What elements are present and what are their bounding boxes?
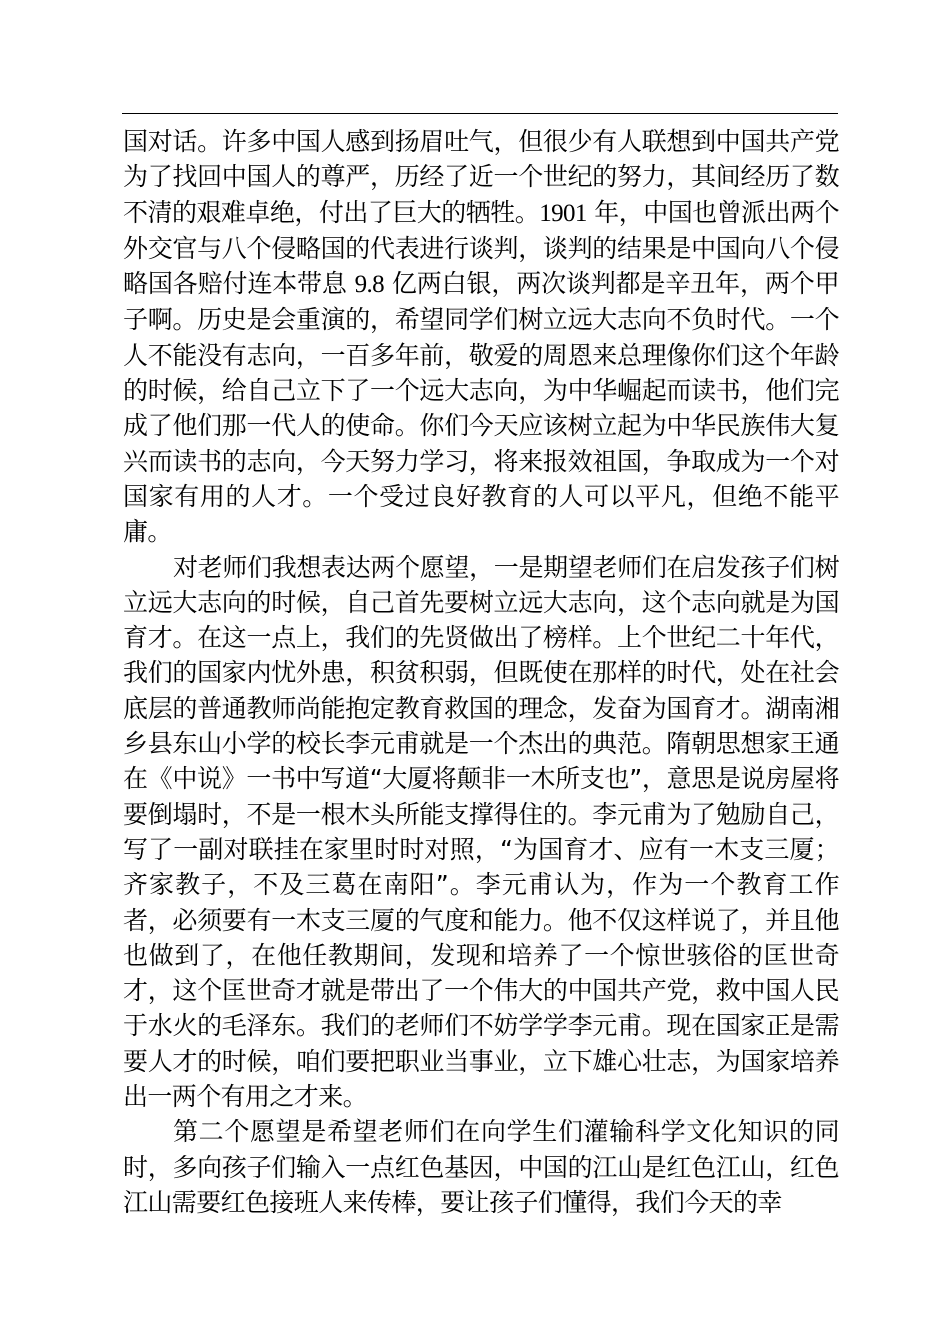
paragraph-2: 对老师们我想表达两个愿望，一是期望老师们在启发孩子们树立远大志向的时候，自己首先要树立远大志向，这个志向就是为国育才。在这一点上，我们的先贤做出了榜样。上个世纪二十年代，我们的国家内忧外患，积贫积弱，但既使在那样的时代，处在社会底层的普通教师尚能抱定教育救国的理念，发奋为国育才。湖南湘乡县东山小学的校长李元甫就是一个杰出的典范。隋朝思想家王通在《中说》一书中写道“大厦将颠非一木所支也”，意思是说房屋将要倒塌时，不是一根木头所能支撑得住的。李元甫为了勉励自己，写了一副对联挂在家里时时对照，“为国育才、应有一木支三厦；齐家教子，不及三葛在南阳”。李元甫认为，作为一个教育工作者，必须要有一木支三厦的气度和能力。他不仅这样说了，并且他也做到了，在他任教期间，发现和培养了一个惊世骇俗的匡世奇才，这个匡世奇才就是带出了一个伟大的中国共产党，救中国人民于水火的毛泽东。我们的老师们不妨学学李元甫。现在国家正是需要人才的时候，咱们要把职业当事业，立下雄心壮志，为国家培养出一两个有用之才来。 — [123, 552, 839, 1112]
header-rule — [122, 113, 838, 114]
paragraph-1-part-b: 年，中国也曾派出两个外交官与八个侵略国的代表进行谈判，谈判的结果是中国向八个侵略国各赔付连本带息 — [123, 197, 839, 299]
document-body — [123, 124, 839, 1220]
paragraph-1-part-a: 国对话。许多中国人感到扬眉吐气，但很少有人联想到中国共产党为了找回中国人的尊严，历经了近一个世纪的努力，其间经历了数不清的艰难卓绝，付出了巨大的牺牲。 — [123, 127, 839, 227]
paragraph-1 — [123, 124, 839, 550]
year-1901: 1901 — [539, 199, 587, 227]
paragraph-1-part-c: 亿两白银，两次谈判都是辛丑年，两个甲子啊。历史是会重演的，希望同学们树立远大志向不负时代。一个人不能没有志向，一百多年前，敬爱的周恩来总理像你们这个年龄的时候，给自己立下了一个远大志向，为中华崛起而读书，他们完成了他们那一代人的使命。你们今天应该树立起为中华民族伟大复兴而读书的志向，今天努力学习，将来报效祖国，争取成为一个对国家有用的人才。一个受过良好教育的人可以平凡，但绝不能平庸。 — [123, 269, 839, 547]
amount-9-8: 9.8 — [354, 271, 385, 299]
paragraph-3: 第二个愿望是希望老师们在向学生们灌输科学文化知识的同时，多向孩子们输入一点红色基因，中国的江山是红色江山，红色江山需要红色接班人来传棒，要让孩子们懂得，我们今天的幸 — [123, 1117, 839, 1217]
